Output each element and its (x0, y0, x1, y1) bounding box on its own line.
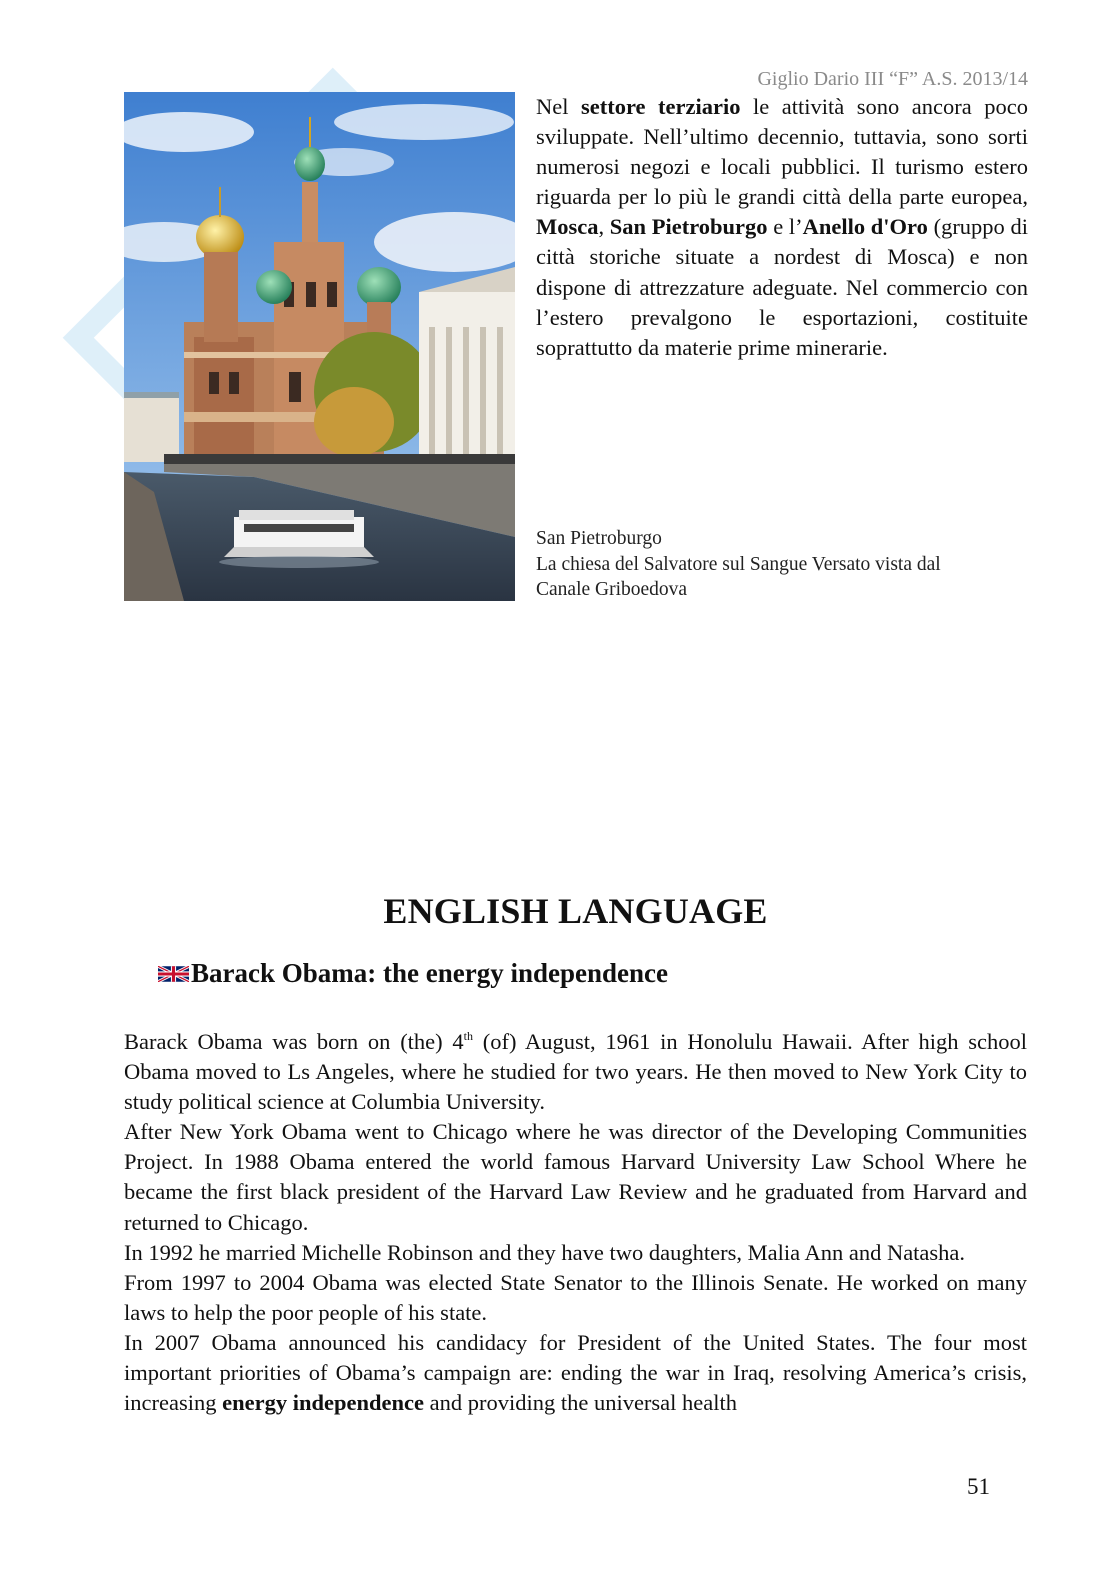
bold-term-anello-doro: Anello d'Oro (802, 214, 928, 240)
text-run: le attività sono ancora poco sviluppate. Nell’ultimo decennio, tuttavia, sono sorti numerosi negozi e locali pubblici. Il turismo estero riguarda per lo più le grandi città della parte europea, (536, 94, 1028, 210)
caption-line: San Pietroburgo (536, 528, 662, 549)
text-run: (gruppo di città storiche situate a nordest di Mosca) e non dispone di attrezzature adeguate. Nel commercio con l’estero prevalgono le esportazioni, costituite soprattutto da materie prime minerarie. (536, 214, 1028, 360)
photo-caption (536, 526, 1028, 603)
caption-line: Canale Griboedova (536, 579, 688, 600)
paragraph: After New York Obama went to Chicago where he was director of the Developing Communities Project. In 1988 Obama entered the world famous Harvard University Law School Where he became the first black president of the Harvard Law Review and he graduated from Harvard and returned to Chicago. (124, 1119, 1027, 1235)
page-header: Giglio Dario III “F” A.S. 2013/14 (757, 68, 1028, 90)
obama-biography (124, 1027, 1027, 1418)
text-run: , (598, 214, 610, 240)
caption-line: La chiesa del Salvatore sul Sangue Versato vista dal (536, 553, 941, 575)
bold-term-mosca: Mosca (536, 214, 599, 240)
bold-term-settore-terziario: settore terziario (581, 94, 741, 119)
paragraph: Barack Obama was born on (the) 4th (of) August, 1961 in Honolulu Hawaii. After high school Obama moved to Ls Angeles, where he studied for two years. He then moved to New York City to study political science at Columbia University. (124, 1029, 1027, 1115)
page-number: 51 (967, 1474, 990, 1499)
paragraph: In 1992 he married Michelle Robinson and they have two daughters, Malia Ann and Natasha. (124, 1239, 966, 1265)
church-photo (124, 92, 515, 601)
paragraph: In 2007 Obama announced his candidacy for President of the United States. The four most important priorities of Obama’s campaign are: ending the war in Iraq, resolving America’s crisis, increasing energy independence and providing the universal health (124, 1329, 1027, 1416)
text-run: Nel (536, 94, 581, 119)
paragraph: From 1997 to 2004 Obama was elected State Senator to the Illinois Senate. He worked on many laws to help the poor people of his state. (124, 1269, 1027, 1325)
section-title: ENGLISH LANGUAGE (383, 891, 768, 931)
bold-term-san-pietroburgo: San Pietroburgo (609, 214, 768, 240)
subsection-title: Barack Obama: the energy independence (191, 958, 668, 988)
tertiary-sector-paragraph (536, 92, 1028, 363)
subsection-heading (158, 958, 668, 989)
bold-term-energy-independence: energy independence (222, 1390, 424, 1416)
uk-flag-icon (158, 966, 189, 982)
text-run: e l’ (767, 214, 803, 240)
